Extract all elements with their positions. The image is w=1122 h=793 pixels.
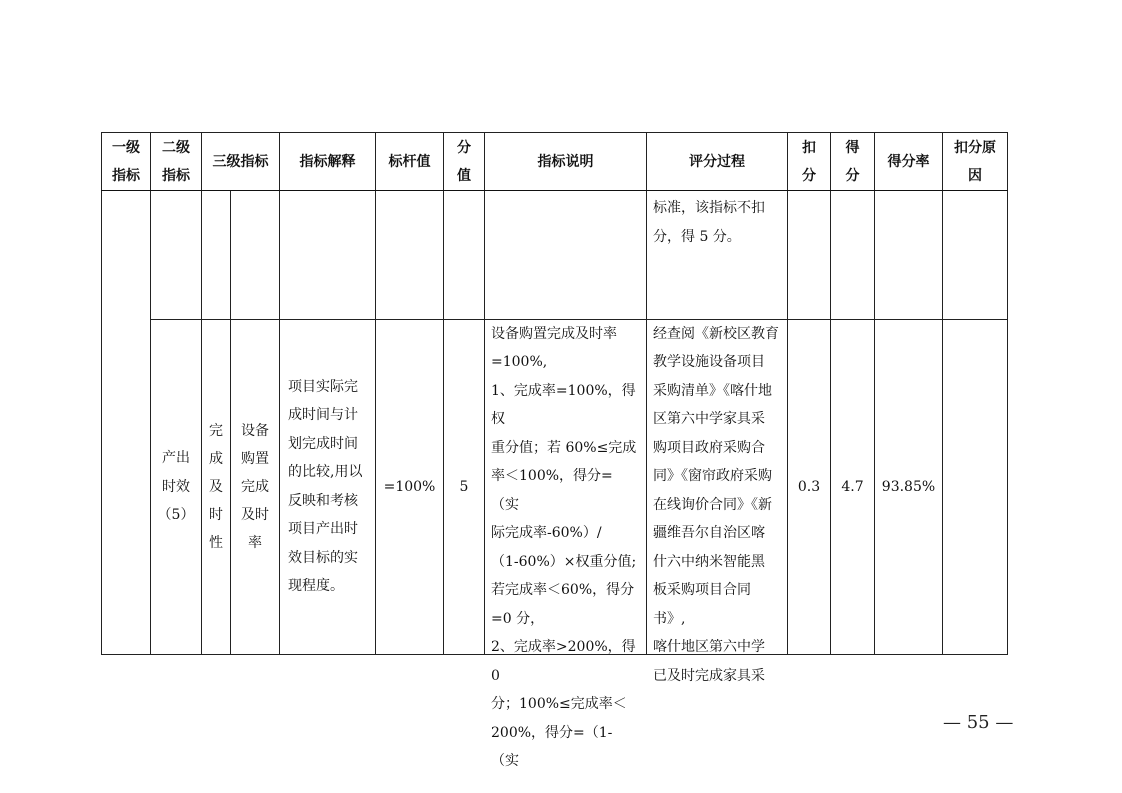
header-row	[102, 133, 1008, 191]
table-row	[102, 319, 1008, 654]
explain-text: 项目实际完成时间与计划完成时间的比较,用以反映和考核项目产出时效目标的实现程度。	[288, 378, 363, 595]
header-deduct-line2: 分	[802, 167, 816, 184]
rate-cell	[875, 191, 943, 319]
level3a-text: 完成及时性	[208, 422, 223, 551]
explain-cell	[280, 191, 376, 319]
header-get-line1: 得	[845, 139, 860, 156]
process-text: 经查阅《新校区教育 教学设施设备项目 采购清单》《喀什地 区第六中学家具采 购项目政府采购合 同》《窗帘政府采购 在线询价合同》《新 疆维吾尔自治区喀 什六中纳米智能黑 板采购项目合同书》, 喀什地区第六中学 已及时完成家具采	[653, 325, 779, 684]
reason-cell	[943, 319, 1008, 654]
desc-cell	[485, 319, 647, 770]
get-cell	[831, 191, 875, 319]
score-cell: 5	[444, 319, 485, 654]
header-reason	[943, 133, 1008, 191]
header-score-line2: 值	[457, 167, 471, 184]
level1-cell	[102, 191, 151, 655]
header-level2	[151, 133, 202, 191]
header-level1-line2: 指标	[112, 167, 140, 184]
level2-cell	[151, 319, 202, 654]
header-score	[444, 133, 485, 191]
explain-cell	[280, 319, 376, 654]
rate-cell: 93.85%	[875, 319, 943, 654]
deduct-cell: 0.3	[788, 319, 831, 654]
level2-text: 产出 时效 （5）	[157, 450, 195, 524]
process-cell	[647, 319, 788, 684]
level2-cell	[151, 191, 202, 319]
header-desc: 指标说明	[485, 133, 647, 191]
header-level2-line1: 二级	[162, 139, 190, 156]
process-text: 标准，该指标不扣 分，得 5 分。	[653, 200, 765, 245]
header-deduct	[788, 133, 831, 191]
header-level3: 三级指标	[202, 133, 280, 191]
header-get-line2: 分	[845, 167, 860, 184]
level3a-cell	[202, 319, 231, 654]
header-get	[831, 133, 875, 191]
page-number: — 55 —	[943, 712, 1014, 733]
level3b-cell	[231, 191, 280, 319]
header-benchmark: 标杆值	[376, 133, 444, 191]
score-cell	[444, 191, 485, 319]
level3a-cell	[202, 191, 231, 319]
header-explain: 指标解释	[280, 133, 376, 191]
deduct-cell	[788, 191, 831, 319]
desc-text: 设备购置完成及时率 =100%, 1、完成率=100%，得权 重分值；若 60%≤完成 率＜100%，得分=（实 际完成率-60%）/ （1-60%）×权重分值; 若完成率＜60%，得分 =0 分， 2、完成率>200%，得 0 分；100%≤完成率＜ 200%，得分=（1-（实	[491, 325, 637, 770]
benchmark-cell	[376, 191, 444, 319]
reason-cell	[943, 191, 1008, 319]
desc-cell	[485, 191, 647, 319]
benchmark-cell: =100%	[376, 319, 444, 654]
header-level1	[102, 133, 151, 191]
get-cell: 4.7	[831, 319, 875, 654]
header-deduct-line1: 扣	[802, 139, 816, 156]
header-level1-line1: 一级	[112, 139, 140, 156]
header-score-line1: 分	[457, 139, 471, 156]
header-rate: 得分率	[875, 133, 943, 191]
header-reason-line1: 扣分原	[954, 139, 996, 156]
process-cell	[647, 191, 788, 319]
header-reason-line2: 因	[968, 167, 982, 184]
level3b-cell	[231, 319, 280, 654]
header-process: 评分过程	[647, 133, 788, 191]
level3b-text: 设备购置完成及时率	[240, 422, 269, 551]
header-level2-line2: 指标	[162, 167, 190, 184]
table-row	[102, 191, 1008, 319]
